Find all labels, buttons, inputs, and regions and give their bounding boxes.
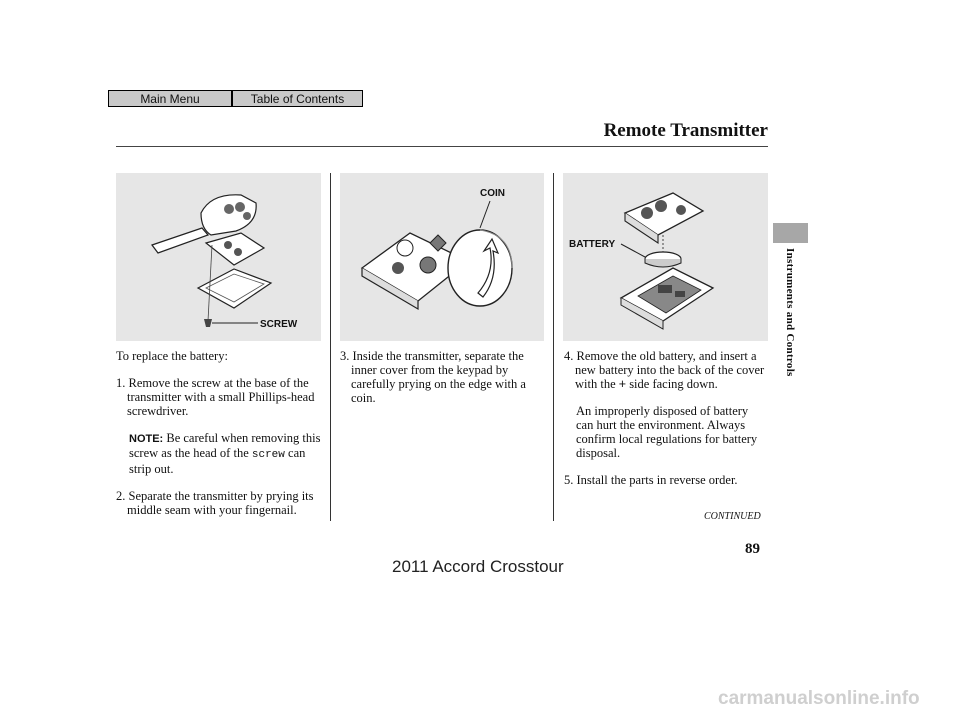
- column-divider: [553, 173, 554, 521]
- figure-screw: [116, 173, 321, 341]
- model-watermark: 2011 Accord Crosstour: [392, 557, 564, 576]
- column-3-text: [564, 349, 768, 487]
- page-number: 89: [745, 541, 760, 557]
- step-text: Inside the transmitter, separate the inner cover from the keypad by carefully prying on the edge with a coin.: [351, 349, 526, 405]
- battery-replacement-illustration: [563, 173, 768, 341]
- step-4: [564, 349, 768, 391]
- step-text: Remove the old battery, and insert a new battery into the back of the cover with the: [575, 349, 765, 391]
- transmitter-disassembly-illustration: [116, 173, 321, 341]
- step-number: 4.: [564, 349, 574, 363]
- step-text-end: side facing down.: [629, 377, 718, 391]
- figure-battery: [563, 173, 768, 341]
- plus-symbol: +: [618, 377, 627, 391]
- step-number: 5.: [564, 473, 574, 487]
- step-text: Remove the screw at the base of the transmitter with a small Phillips-head screwdriver.: [127, 376, 315, 418]
- intro-text: To replace the battery:: [116, 349, 228, 363]
- coin-prying-illustration: [340, 173, 544, 341]
- note: [116, 431, 326, 476]
- column-2-text: [340, 349, 540, 405]
- step-1: [116, 376, 326, 418]
- step-text: Separate the transmitter by prying its middle seam with your fingernail.: [127, 489, 314, 517]
- note-end: can strip out.: [129, 446, 306, 476]
- screw-label: SCREW: [260, 319, 298, 330]
- main-menu-button[interactable]: Main Menu: [108, 90, 232, 107]
- continued-label: CONTINUED: [704, 511, 761, 522]
- step-5: [564, 473, 768, 487]
- coin-label: COIN: [480, 188, 505, 199]
- step-number: 2.: [116, 489, 126, 503]
- step-number: 3.: [340, 349, 350, 363]
- page-title: Remote Transmitter: [603, 120, 768, 141]
- battery-label: BATTERY: [569, 239, 616, 250]
- note-label: NOTE:: [129, 433, 164, 445]
- step-2: [116, 489, 326, 517]
- column-divider: [330, 173, 331, 521]
- column-1-text: [116, 349, 326, 517]
- source-watermark: carmanualsonline.info: [718, 688, 920, 709]
- section-tab: [773, 223, 808, 243]
- environment-note: An improperly disposed of battery can hurt the environment. Always confirm local regulations for battery disposal.: [576, 404, 758, 460]
- step-text: Install the parts in reverse order.: [576, 473, 738, 487]
- step-number: 1.: [116, 376, 126, 390]
- table-of-contents-button[interactable]: Table of Contents: [232, 90, 363, 107]
- step-3: [340, 349, 540, 405]
- figure-coin: [340, 173, 544, 341]
- note-word: screw: [251, 449, 285, 461]
- header-divider: [116, 146, 768, 147]
- section-label: Instruments and Controls: [784, 248, 796, 377]
- note-text: Be careful when removing this screw as the head of the: [129, 431, 321, 460]
